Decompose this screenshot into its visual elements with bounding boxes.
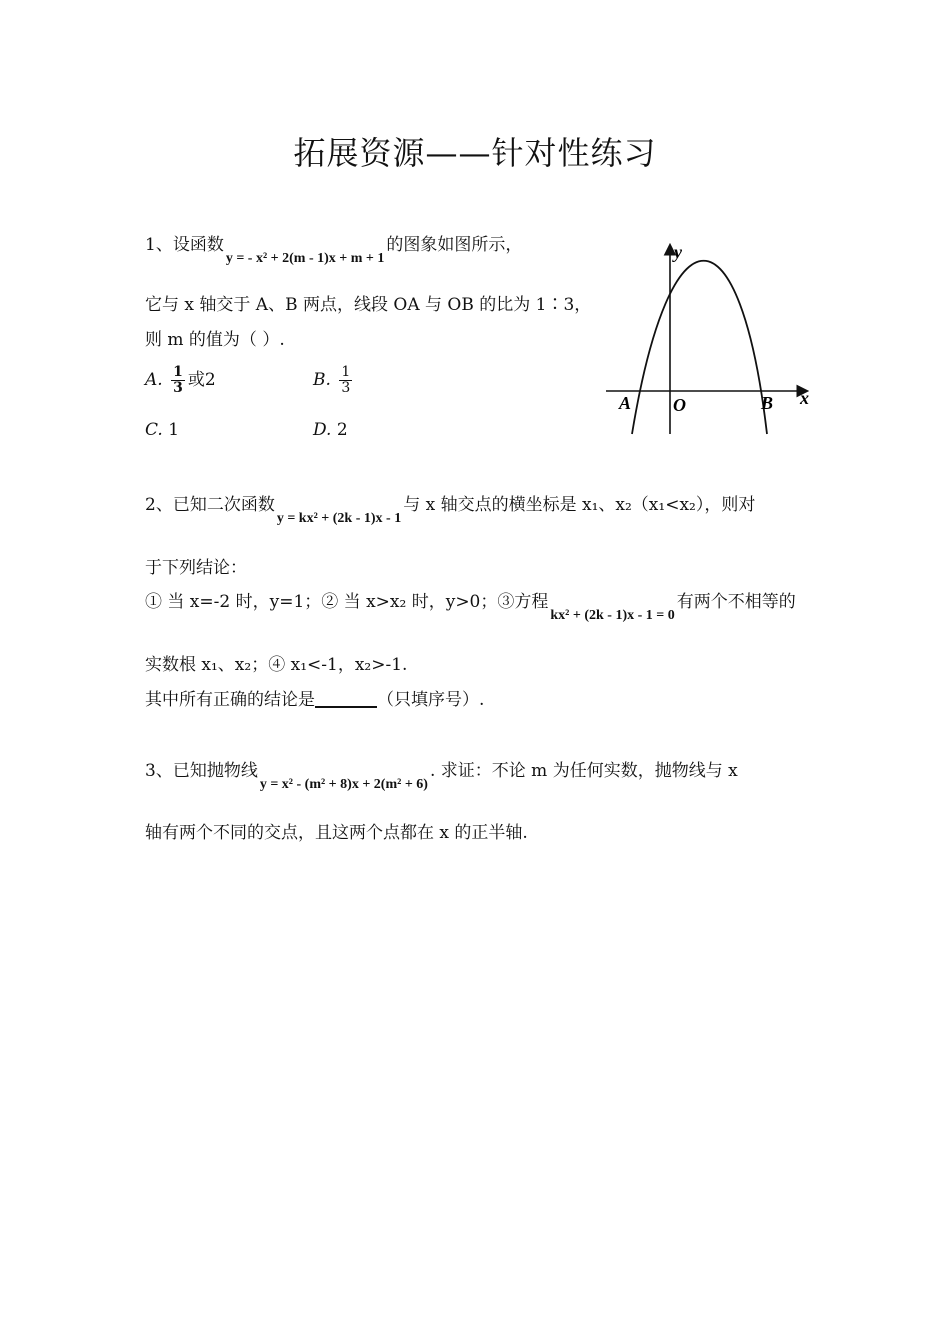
- q2-line3-b: 有两个不相等的: [676, 592, 796, 612]
- q2-line5: [145, 685, 484, 710]
- point-a-label: A: [619, 393, 632, 413]
- origin-label: O: [673, 395, 686, 415]
- q2-formula: y = kx² + (2k - 1)x - 1: [276, 511, 402, 526]
- q1-option-d: D. 2: [313, 420, 348, 440]
- q1-line2: 它与 x 轴交于 A、B 两点，线段 OA 与 OB 的比为 1∶3，: [145, 295, 592, 315]
- q1-formula: y = - x² + 2(m - 1)x + m + 1: [225, 251, 385, 266]
- q1-suffix: 的图象如图所示，: [386, 235, 523, 255]
- q1-option-c: C. 1: [145, 420, 180, 440]
- q1-option-b: B. $\frac{1}{3}$: [313, 364, 351, 396]
- q1-prefix: 1、设函数: [145, 235, 224, 255]
- q3-suffix: . 求证：不论 m 为任何实数，抛物线与 x: [429, 761, 738, 781]
- point-b-label: B: [761, 393, 774, 413]
- q2-line3: [145, 587, 796, 624]
- q1-option-a: A. $\frac{1}{3}$ 或2: [145, 364, 216, 396]
- q3-prefix: 3、已知抛物线: [145, 761, 258, 781]
- q2-line1: [145, 490, 755, 527]
- q2-suffix: 与 x 轴交点的横坐标是 x₁、x₂（x₁<x₂），则对: [403, 495, 756, 515]
- x-axis-label: x: [800, 388, 809, 408]
- q1-option-b-fraction: $\frac{1}{3}$: [341, 364, 351, 396]
- parabola-curve: [632, 261, 767, 434]
- q2-line2: 于下列结论：: [145, 558, 247, 578]
- parabola-graph: [600, 238, 825, 443]
- q2-prefix: 2、已知二次函数: [145, 495, 275, 515]
- q1-option-a-fraction: $\frac{1}{3}$: [173, 364, 183, 396]
- q2-line5-a: 其中所有正确的结论是: [145, 690, 315, 710]
- q2-line5-b: （只填序号）.: [377, 690, 485, 710]
- q2-line3-formula: kx² + (2k - 1)x - 1 = 0: [550, 608, 675, 623]
- q2-line3-a: ① 当 x=-2 时，y=1；② 当 x>x₂ 时，y>0；③方程: [145, 592, 549, 612]
- q1-line1: [145, 230, 522, 267]
- q2-line4: 实数根 x₁、x₂；④ x₁<-1，x₂>-1.: [145, 655, 408, 675]
- y-axis-label: y: [674, 242, 682, 262]
- q3-line2: 轴有两个不同的交点，且这两个点都在 x 的正半轴.: [145, 823, 528, 843]
- page-title: 拓展资源——针对性练习: [293, 134, 657, 172]
- q1-line3: 则 m 的值为（ ）.: [145, 330, 285, 350]
- q3-formula: y = x² - (m² + 8)x + 2(m² + 6): [259, 777, 428, 792]
- answer-blank[interactable]: [315, 690, 377, 708]
- q3-line1: [145, 756, 738, 793]
